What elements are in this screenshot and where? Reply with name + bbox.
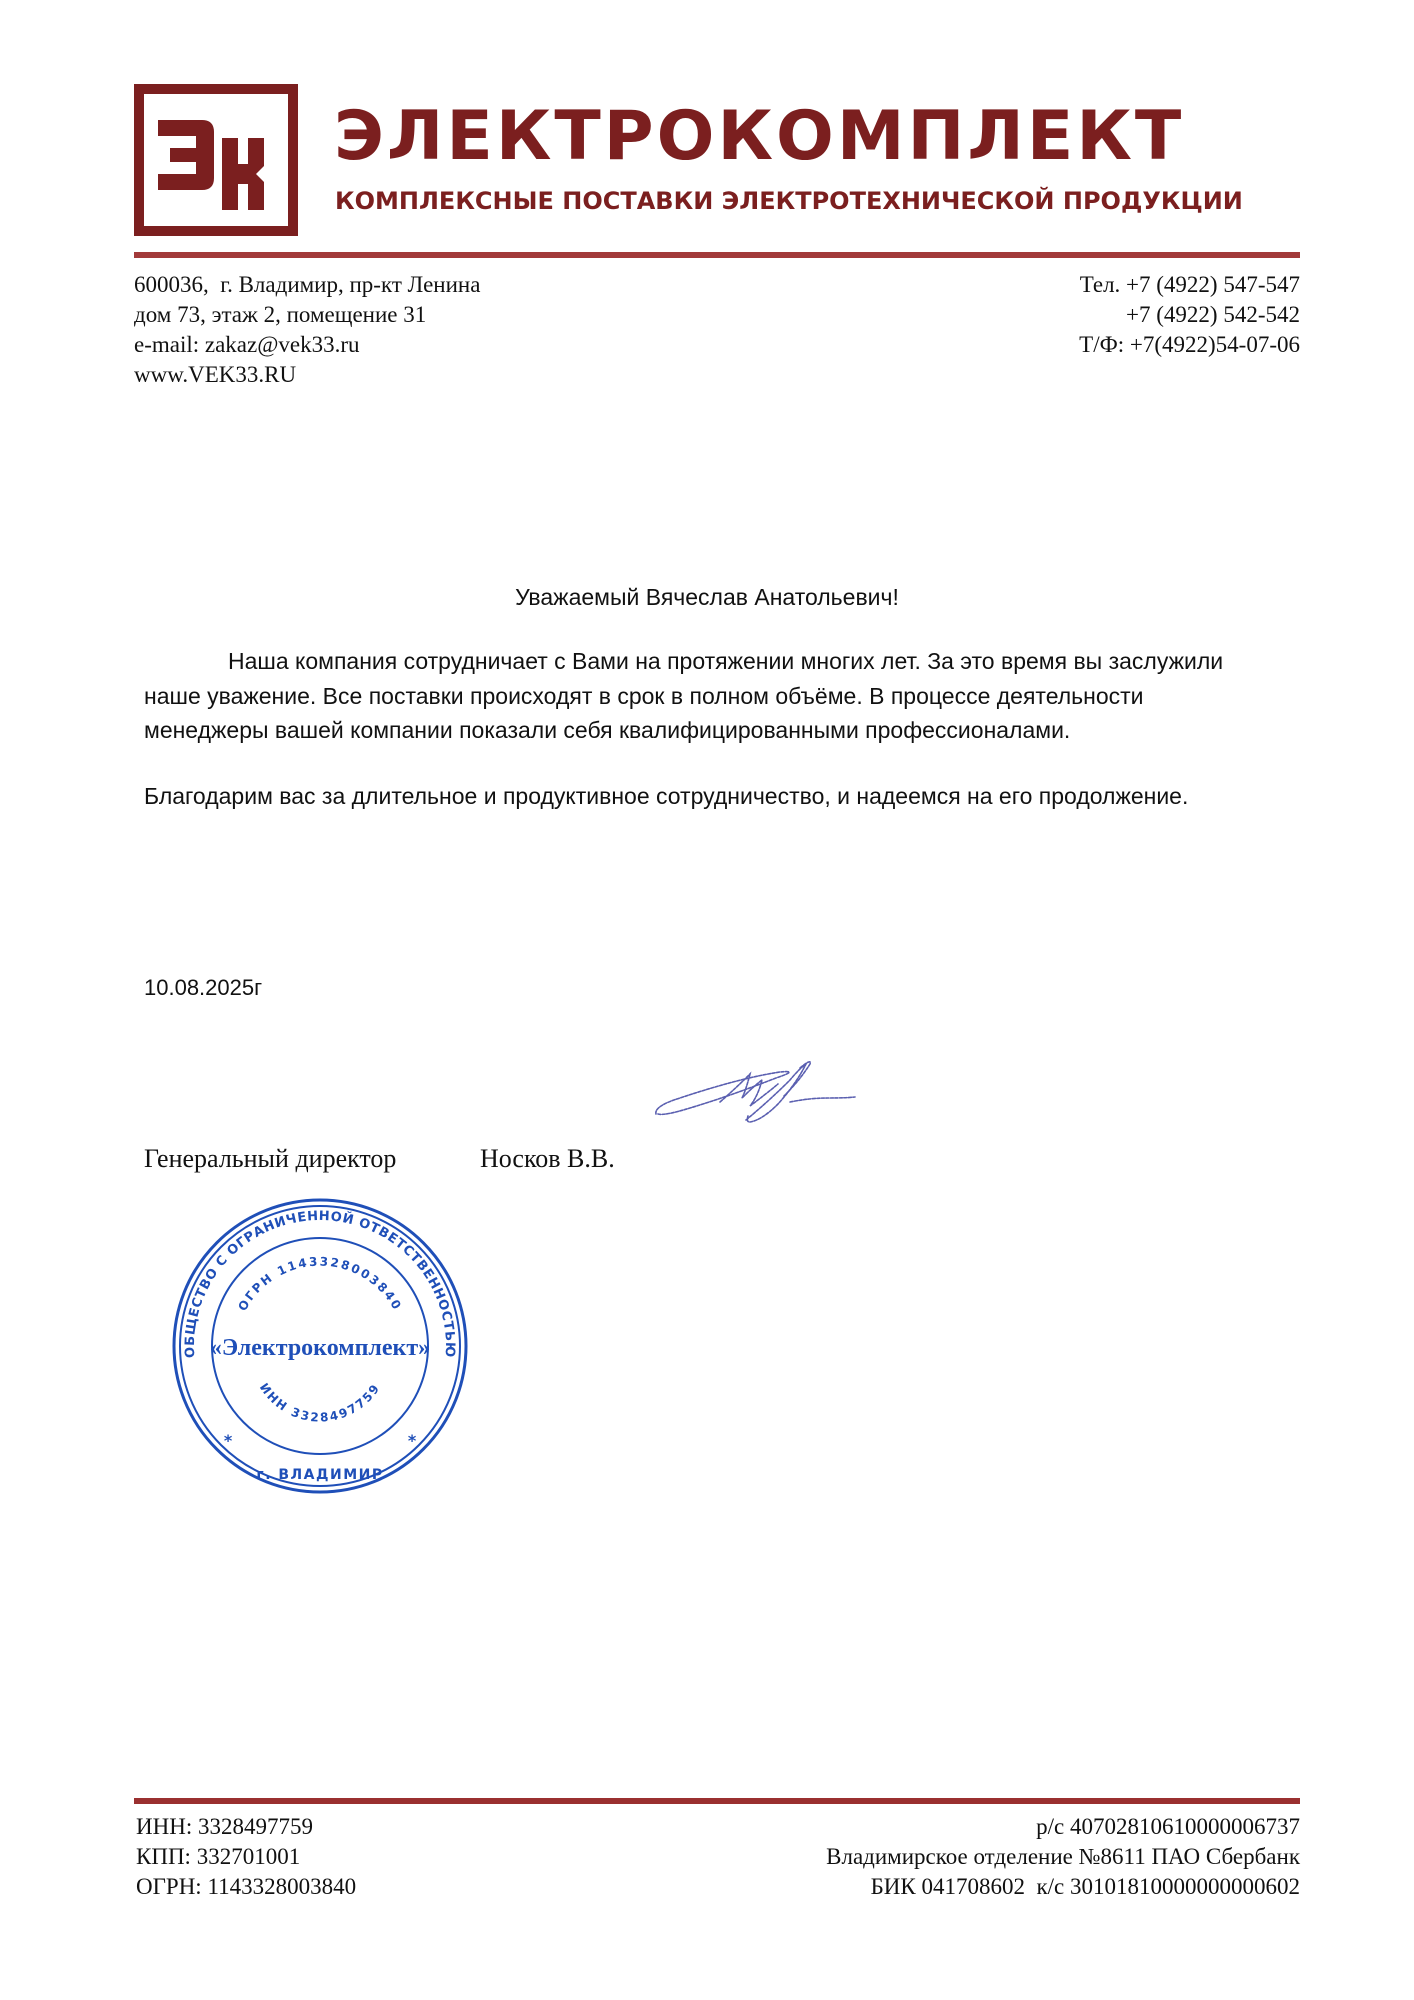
svg-text:ОГРН 1143328003840 bbox=[235, 1254, 404, 1313]
seal-center-text: «Электрокомплект» bbox=[209, 1335, 431, 1361]
footer-divider bbox=[134, 1798, 1300, 1804]
letter-paragraph: Благодарим вас за длительное и продуктивное сотрудничество, и надеемся на его продолжение. bbox=[144, 782, 1189, 809]
svg-text:ИНН 3328497759 bbox=[257, 1381, 383, 1425]
ogrn-line: ОГРН: 1143328003840 bbox=[136, 1874, 357, 1899]
bik-line: БИК 041708602 к/с 30101810000000000602 bbox=[870, 1874, 1300, 1899]
letter-paragraph: Наша компания сотрудничает с Вами на протяжении многих лет. За это время вы заслужили наше уважение. Все поставки происходят в срок в полном объёме. В процессе деятельности менеджеры вашей компании показали себя квалифицированными профессионалами. bbox=[144, 648, 1224, 743]
bank-line: Владимирское отделение №8611 ПАО Сбербанк bbox=[826, 1844, 1300, 1869]
header-divider bbox=[134, 252, 1300, 258]
handwritten-signature bbox=[650, 1050, 870, 1135]
company-logo bbox=[134, 84, 298, 236]
email-line: e-mail: zakaz@vek33.ru bbox=[134, 332, 360, 357]
seal-star-icon: * bbox=[223, 1431, 233, 1450]
bank-requisites bbox=[826, 1812, 1300, 1902]
inn-line: ИНН: 3328497759 bbox=[136, 1814, 313, 1839]
company-seal bbox=[170, 1196, 470, 1501]
account-line: р/с 40702810610000006737 bbox=[1036, 1814, 1300, 1839]
phone-line: Тел. +7 (4922) 547-547 bbox=[1079, 272, 1300, 297]
website-line: www.VEK33.RU bbox=[134, 362, 297, 387]
letter-greeting: Уважаемый Вячеслав Анатольевич! bbox=[515, 584, 899, 610]
phone-line: +7 (4922) 542-542 bbox=[1126, 302, 1300, 327]
seal-ogrn-text: ОГРН 1143328003840 bbox=[235, 1254, 405, 1314]
letter-body bbox=[144, 644, 1274, 813]
seal-city-text: г. ВЛАДИМИР bbox=[256, 1467, 384, 1483]
contacts-block bbox=[1079, 270, 1300, 360]
letter-date: 10.08.2025г bbox=[144, 975, 263, 1000]
address-line: 600036, г. Владимир, пр-кт Ленина bbox=[134, 272, 481, 297]
address-line: дом 73, этаж 2, помещение 31 bbox=[134, 302, 427, 327]
seal-outer-text: ОБЩЕСТВО С ОГРАНИЧЕННОЙ ОТВЕТСТВЕННОСТЬЮ bbox=[182, 1208, 458, 1359]
kpp-line: КПП: 332701001 bbox=[136, 1844, 301, 1869]
logo-monogram-icon bbox=[144, 94, 288, 226]
address-block bbox=[134, 270, 480, 390]
company-tagline: КОМПЛЕКСНЫЕ ПОСТАВКИ ЭЛЕКТРОТЕХНИЧЕСКОЙ ПРОДУКЦИИ bbox=[335, 187, 1243, 215]
signatory-name: Носков В.В. bbox=[480, 1144, 615, 1173]
company-name: ЭЛЕКТРОКОМПЛЕКТ bbox=[334, 97, 1185, 176]
seal-inn-text: ИНН 3328497759 bbox=[256, 1380, 384, 1425]
fax-line: Т/Ф: +7(4922)54-07-06 bbox=[1079, 332, 1300, 357]
seal-star-icon: * bbox=[407, 1431, 417, 1450]
signatory-title: Генеральный директор bbox=[144, 1144, 397, 1173]
company-requisites bbox=[136, 1812, 356, 1902]
